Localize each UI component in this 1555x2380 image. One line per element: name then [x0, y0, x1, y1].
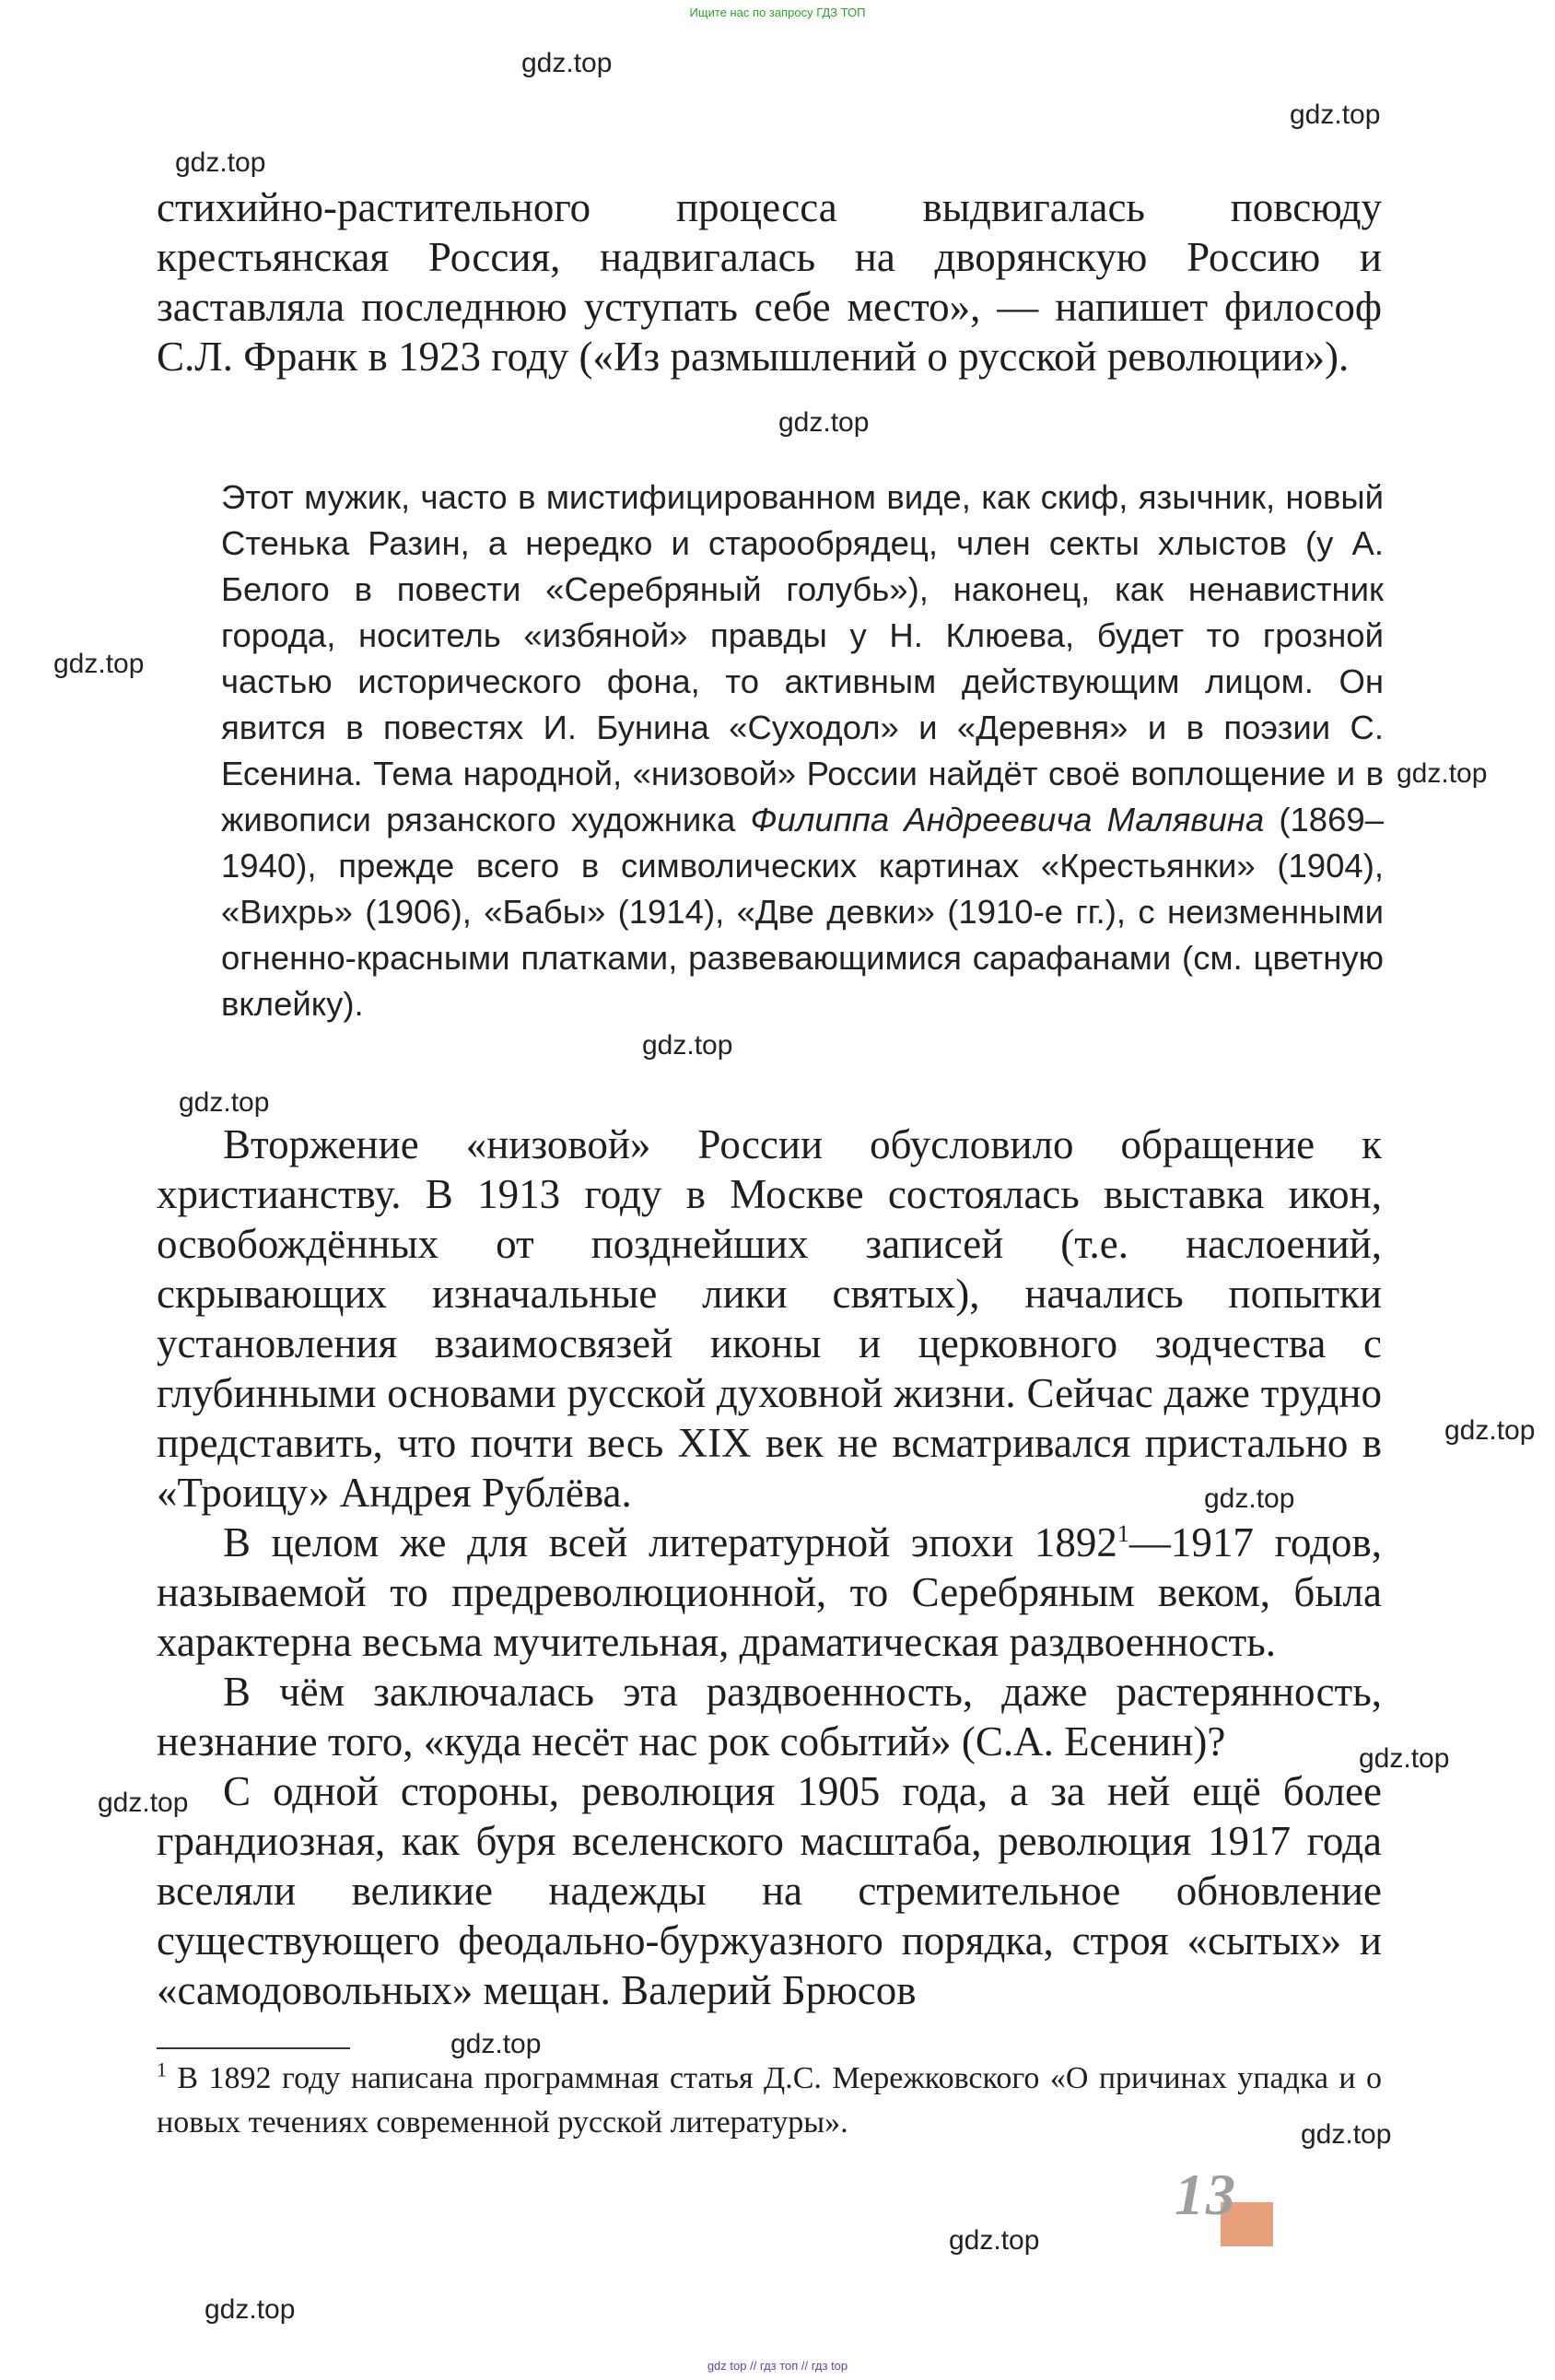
bottom-banner: gdz top // гдз топ // гдз top — [707, 2359, 848, 2373]
watermark: gdz.top — [205, 2294, 296, 2325]
paragraph-icons: Вторжение «низовой» России обусловило обращение к христианству. В 1913 году в Москве состоялась выставка икон, освобождённых от позднейших записей (т.е. наслоений, скрывающих изначальные лики святых), начались попытки установления взаимосвязей иконы и церковного зодчества с глубинными основами русской духовной жизни. Сейчас даже трудно представить, что почти весь XIX век не всматривался пристально в «Троицу» Андрея Рублёва. — [157, 1121, 1382, 1516]
watermark: gdz.top — [179, 1087, 270, 1118]
footnote-mark: 1 — [157, 2058, 167, 2081]
top-banner: Ищите нас по запросу ГДЗ ТОП — [689, 6, 866, 19]
footnote — [157, 2057, 1382, 2145]
watermark: gdz.top — [1301, 2119, 1392, 2150]
footnote-divider — [157, 2047, 350, 2049]
watermark: gdz.top — [1204, 1483, 1295, 1514]
paragraph-intro: стихийно-растительного процесса выдвигалась повсюду крестьянская Россия, надвигалась на дворянскую Россию и заставляла последнюю уступать себе место», — напишет философ С.Л. Франк в 1923 году («Из размышлений о русской революции»). — [157, 184, 1382, 380]
paragraph-revolution: С одной стороны, революция 1905 года, а за ней ещё более грандиозная, как буря вселенского масштаба, революция 1917 года вселяли великие надежды на стремительное обновление существующего феодально-буржуазного порядка, строя «сытых» и «самодовольных» мещан. Валерий Брюсов — [157, 1768, 1382, 2013]
footnote-reference[interactable]: 1 — [1117, 1520, 1129, 1547]
watermark: gdz.top — [642, 1030, 733, 1061]
artist-name: Филиппа Андреевича Малявина — [750, 801, 1265, 838]
page-number: 13 — [1175, 2162, 1237, 2227]
watermark: gdz.top — [1444, 1415, 1536, 1446]
inset-text-part1: Этот мужик, часто в мистифицированном виде, как скиф, язычник, новый Стенька Разин, а нередко и старообрядец, член секты хлыстов (у А. Белого в повести «Серебряный голубь»), наконец, как ненавистник города, носитель «избяной» правды у Н. Клюева, будет то грозной частью исторического фона, то активным действующим лицом. Он явится в повестях И. Бунина «Суходол» и «Деревня» и в поэзии С. Есенина. Тема народной, «низовой» России найдёт своё воплощение и в живописи рязанского художника — [221, 478, 1384, 838]
watermark: gdz.top — [521, 48, 613, 78]
watermark: gdz.top — [450, 2029, 542, 2059]
watermark: gdz.top — [175, 147, 266, 178]
paragraph-epoch-start: В целом же для всей литературной эпохи 1892 — [223, 1519, 1117, 1565]
watermark: gdz.top — [949, 2225, 1040, 2256]
watermark: gdz.top — [1359, 1743, 1450, 1774]
footnote-text: В 1892 году написана программная статья Д.С. Мережковского «О причинах упадка и о новых течениях современной русской литературы». — [157, 2061, 1382, 2140]
paragraph-epoch — [157, 1518, 1382, 1667]
inset-text — [221, 475, 1384, 1027]
watermark: gdz.top — [98, 1788, 189, 1818]
paragraph-question: В чём заключалась эта раздвоенность, даже растерянность, незнание того, «куда несёт нас рок событий» (С.А. Есенин)? — [157, 1669, 1382, 1764]
watermark: gdz.top — [1397, 758, 1488, 789]
watermark: gdz.top — [1290, 100, 1381, 130]
watermark: gdz.top — [778, 407, 870, 438]
inset-text-part2: (1869–1940), прежде всего в символических картинах «Крестьянки» (1904), «Вихрь» (1906), «Бабы» (1914), «Две девки» (1910-е гг.), с неизменными огненно-красными платками, развевающимися сарафанами (см. цветную вклейку). — [221, 801, 1384, 1023]
watermark: gdz.top — [53, 649, 145, 679]
paragraph-epoch-end: —1917 годов, называемой то предреволюционной, то Серебряным веком, была характерна весьма мучительная, драматическая раздвоенность. — [157, 1519, 1382, 1665]
